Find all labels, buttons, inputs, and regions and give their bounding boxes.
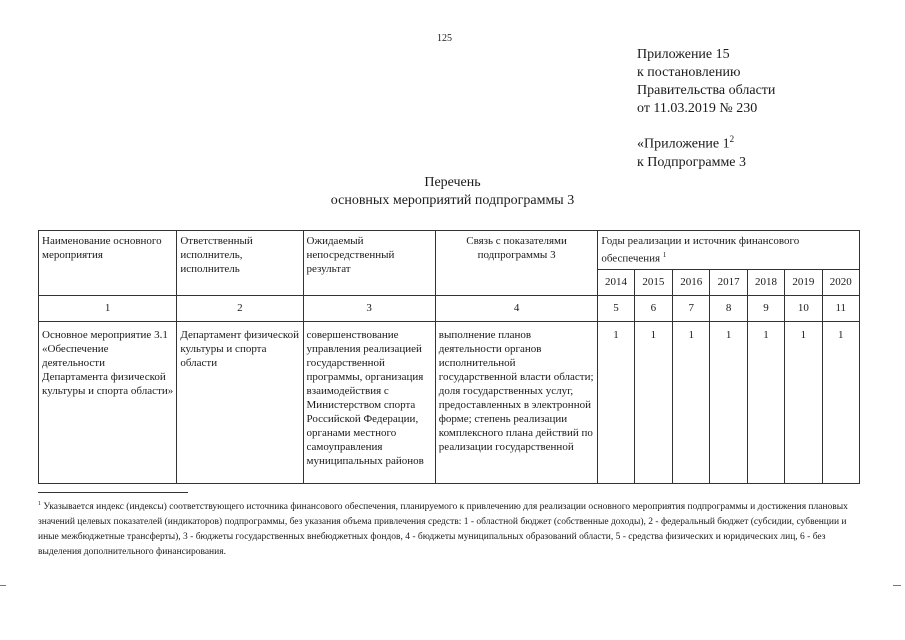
- appendix-line-1: Приложение 15: [637, 47, 730, 62]
- footnote: [38, 497, 860, 560]
- header-years-source-text: Годы реализации и источник финансового обеспечения: [601, 235, 800, 265]
- appendix-line-5-sup: 2: [729, 134, 735, 144]
- measure-result: совершенствование управления реализацией государственной программы, организация взаимодействия с Министерством спорта Российской Федерации, органами местного самоуправления муниципальных районов: [303, 321, 435, 483]
- measure-name: Основное мероприятие 3.1 «Обеспечение деятельности Департамента физической культуры и спорта области»: [39, 321, 177, 483]
- header-link: Связь с показателями подпрограммы 3: [435, 231, 598, 296]
- measures-table: [38, 230, 860, 484]
- header-result: Ожидаемый непосредственный результат: [303, 231, 435, 296]
- column-number: 4: [435, 295, 598, 321]
- year-value: 1: [785, 321, 822, 483]
- header-footnote-marker: 1: [662, 251, 667, 259]
- appendix-line-5-text: «Приложение 1: [637, 136, 730, 152]
- header-name: Наименование основного мероприятия: [39, 231, 177, 296]
- header-years-source: [598, 231, 860, 270]
- page-number: 125: [437, 33, 452, 44]
- column-number: 1: [39, 295, 177, 321]
- year-cell: 2017: [710, 269, 747, 295]
- year-value: 1: [747, 321, 784, 483]
- column-number: 5: [598, 295, 634, 321]
- measure-executor: Департамент физической культуры и спорта области: [177, 321, 303, 483]
- column-number: 2: [177, 295, 303, 321]
- footnote-text: Указывается индекс (индексы) соответствующего источника финансового обеспечения, планируемого к привлечению для реализации основного мероприятия подпрограммы и достижения плановых значений целевых показателей (индикаторов) подпрограммы, без указания объема привлечения средств: 1 - областной бюджет (собственные доходы), 2 - федеральный бюджет (субсидии, субвенции и иные межбюджетные трансферты), 3 - бюджеты государственных внебюджетных фондов, 4 - бюджеты муниципальных образований области, 5 - средства физических и юридических лиц, 6 - без выделения дополнительного финансирования.: [38, 502, 848, 558]
- title-line-2: основных мероприятий подпрограммы 3: [330, 193, 575, 208]
- document-title: [0, 174, 905, 210]
- year-cell: 2019: [785, 269, 822, 295]
- table-row: [39, 321, 860, 483]
- column-number: 6: [634, 295, 672, 321]
- year-value: 1: [673, 321, 710, 483]
- year-value: 1: [598, 321, 634, 483]
- appendix-line-6: к Подпрограмме 3: [637, 154, 747, 170]
- footnote-marker: 1: [38, 501, 41, 507]
- year-value: 1: [710, 321, 747, 483]
- year-value: 1: [634, 321, 672, 483]
- appendix-line-5: [637, 130, 775, 154]
- column-number: 8: [710, 295, 747, 321]
- year-cell: 2018: [747, 269, 784, 295]
- column-number: 11: [822, 295, 860, 321]
- appendix-line-4: от 11.03.2019 № 230: [637, 101, 758, 116]
- footnote-separator: [38, 492, 188, 493]
- title-line-1: Перечень: [424, 175, 481, 190]
- column-number: 10: [785, 295, 822, 321]
- year-cell: 2016: [673, 269, 710, 295]
- year-cell: 2020: [822, 269, 860, 295]
- column-number: 9: [747, 295, 784, 321]
- column-number: 3: [303, 295, 435, 321]
- appendix-block: [637, 46, 775, 172]
- fold-mark-left: [0, 585, 6, 586]
- column-number: 7: [673, 295, 710, 321]
- header-row: [39, 231, 860, 270]
- header-executor: Ответственный исполнитель, исполнитель: [177, 231, 303, 296]
- appendix-line-2: к постановлению: [637, 65, 741, 80]
- measure-link: выполнение планов деятельности органов исполнительной государственной власти области; доля государственных услуг, предоставленных в электронной форме; степень реализации комплексного плана действий по реализации государственной: [435, 321, 598, 483]
- appendix-line-3: Правительства области: [637, 83, 776, 98]
- year-cell: 2014: [598, 269, 634, 295]
- year-cell: 2015: [634, 269, 672, 295]
- fold-mark-right: [893, 585, 901, 586]
- year-value: 1: [822, 321, 860, 483]
- column-numbers-row: [39, 295, 860, 321]
